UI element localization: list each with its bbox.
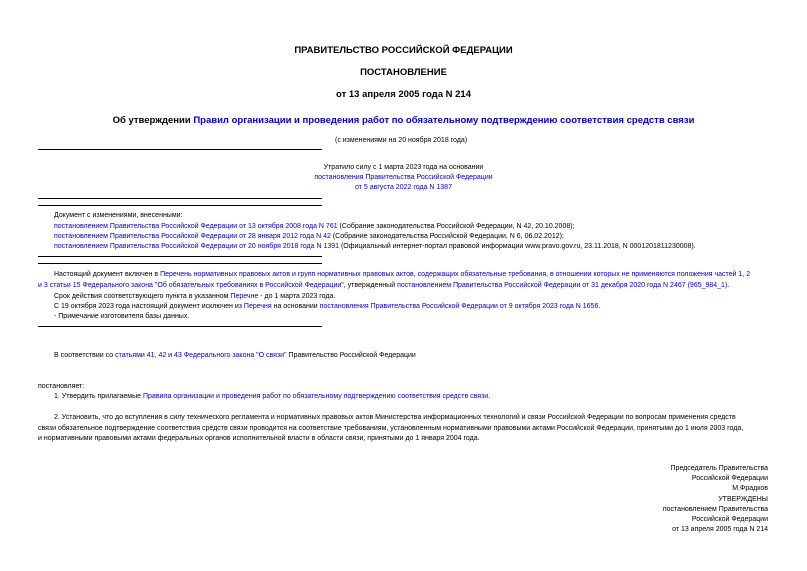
document-date: от 13 апреля 2005 года N 214 xyxy=(336,89,471,100)
note-line-1 xyxy=(54,270,750,279)
note-text: . xyxy=(598,303,601,310)
changes-note: (с изменениями на 20 ноября 2018 года) xyxy=(335,137,468,144)
note-text: на основании xyxy=(271,303,320,310)
item-text: 1. Утвердить прилагаемые xyxy=(54,393,143,400)
law-article-link[interactable]: 43 Федерального закона "О связи" xyxy=(174,352,287,359)
approved-label: УТВЕРЖДЕНЫ xyxy=(718,496,768,503)
government-name: ПРАВИТЕЛЬСТВО РОССИЙСКОЙ ФЕДЕРАЦИИ xyxy=(294,45,513,56)
note-text: Настоящий документ включен в xyxy=(54,271,161,278)
approved-by: постановлением Правительства xyxy=(662,506,768,513)
amendment-link[interactable]: постановлением Правительства Российской Федерации от 28 января 2012 года N 42 xyxy=(54,233,331,240)
note-link[interactable]: постановления Правительства Российской Федерации от 9 октября 2023 года N 1656 xyxy=(319,303,599,310)
preamble xyxy=(54,351,416,360)
signature-title: Председатель Правительства xyxy=(670,465,768,472)
document-title xyxy=(0,115,807,126)
approved-org: Российской Федерации xyxy=(691,516,768,523)
preamble-text: Правительство Российской Федерации xyxy=(286,352,416,359)
note-text: - до 1 марта 2023 года. xyxy=(258,293,336,300)
signature-org: Российской Федерации xyxy=(691,475,768,482)
amendment-item xyxy=(54,232,564,241)
amendment-item xyxy=(54,242,696,251)
signature-name: М.Фрадков xyxy=(732,485,768,492)
note-line-4 xyxy=(54,302,600,311)
note-text: С 19 октября 2023 года настоящий документ исключен из xyxy=(54,303,244,310)
amendment-link[interactable]: постановлением Правительства Российской Федерации от 20 ноября 2018 года N 1391 xyxy=(54,243,340,250)
item-1 xyxy=(54,392,490,401)
rules-link[interactable]: Правила организации и проведения работ по обязательному подтверждению соответствия средств связи xyxy=(142,393,489,400)
amendment-source: (Официальный интернет-портал правовой информации www.pravo.gov.ru, 23.11.2018, N 0001201811230008). xyxy=(339,243,696,250)
amendments-intro: Документ с изменениями, внесенными: xyxy=(54,212,183,219)
note-text: , утвержденный xyxy=(343,282,398,289)
note-link[interactable]: постановлением Правительства Российской Федерации от 31 декабря 2020 года N 2467 (965_984_1) xyxy=(397,282,728,289)
lost-force-link-1[interactable]: постановления Правительства Российской Федерации xyxy=(314,174,493,181)
amendment-item xyxy=(54,222,575,231)
divider xyxy=(38,198,322,199)
amendment-link[interactable]: постановлением Правительства Российской Федерации от 13 октября 2008 года N 761 xyxy=(54,223,338,230)
item-2-line-2: связи обязательное подтверждение соответствия средств связи проводится на соответствие требованиям, установленным нормативными правовыми актами Российской Федерации, принятыми до 1 июля 2003 года, xyxy=(38,425,744,432)
decrees-word: постановляет: xyxy=(38,383,85,390)
divider xyxy=(38,263,322,264)
item-text: . xyxy=(488,393,491,400)
note-link[interactable]: Перечне xyxy=(230,293,259,300)
note-line-2 xyxy=(38,281,729,290)
title-link[interactable]: Правил организации и проведения работ по обязательному подтверждению соответствия средств связи xyxy=(193,115,695,126)
note-text: Срок действия соответствующего пункта в указанном xyxy=(54,293,231,300)
law-article-link[interactable]: 42 xyxy=(158,352,167,359)
document-type: ПОСТАНОВЛЕНИЕ xyxy=(360,67,447,78)
preamble-text: , xyxy=(154,352,159,359)
preamble-text: В соответствии со xyxy=(54,352,116,359)
note-link[interactable]: Перечня xyxy=(243,303,272,310)
note-line-3 xyxy=(54,292,335,301)
divider xyxy=(38,205,322,206)
note-text: . xyxy=(727,282,730,289)
law-article-link[interactable]: статьями 41 xyxy=(115,352,155,359)
amendment-source: (Собрание законодательства Российской Федерации, N 6, 06.02.2012); xyxy=(330,233,564,240)
approved-date: от 13 апреля 2005 года N 214 xyxy=(672,526,768,533)
lost-force-line-1: Утратило силу с 1 марта 2023 года на основании xyxy=(323,164,484,171)
divider xyxy=(38,326,322,327)
amendment-source: (Собрание законодательства Российской Федерации, N 42, 20.10.2008); xyxy=(337,223,575,230)
item-2-line-1: 2. Установить, что до вступления в силу технического регламента и нормативных правовых актов Министерства информационных технологий и связи Российской Федерации по вопросам применения средств xyxy=(54,414,736,421)
note-link[interactable]: Перечень нормативных правовых актов и групп нормативных правовых актов, содержащих обязательные требования, в отношении которых не применяются положения частей 1, 2 xyxy=(160,271,751,278)
divider xyxy=(38,149,322,150)
item-2-line-3: и нормативными правовыми актами федеральных органов исполнительной власти в области связи, принятыми до 1 января 2004 года. xyxy=(38,435,480,442)
note-link[interactable]: и 3 статьи 15 Федерального закона "Об обязательных требованиях в Российской Федерации" xyxy=(38,282,344,289)
divider xyxy=(38,256,322,257)
title-prefix: Об утверждении xyxy=(112,115,194,126)
lost-force-link-2[interactable]: от 5 августа 2022 года N 1387 xyxy=(355,184,452,191)
note-line-5: - Примечание изготовителя базы данных. xyxy=(54,313,190,320)
preamble-text: и xyxy=(166,352,175,359)
